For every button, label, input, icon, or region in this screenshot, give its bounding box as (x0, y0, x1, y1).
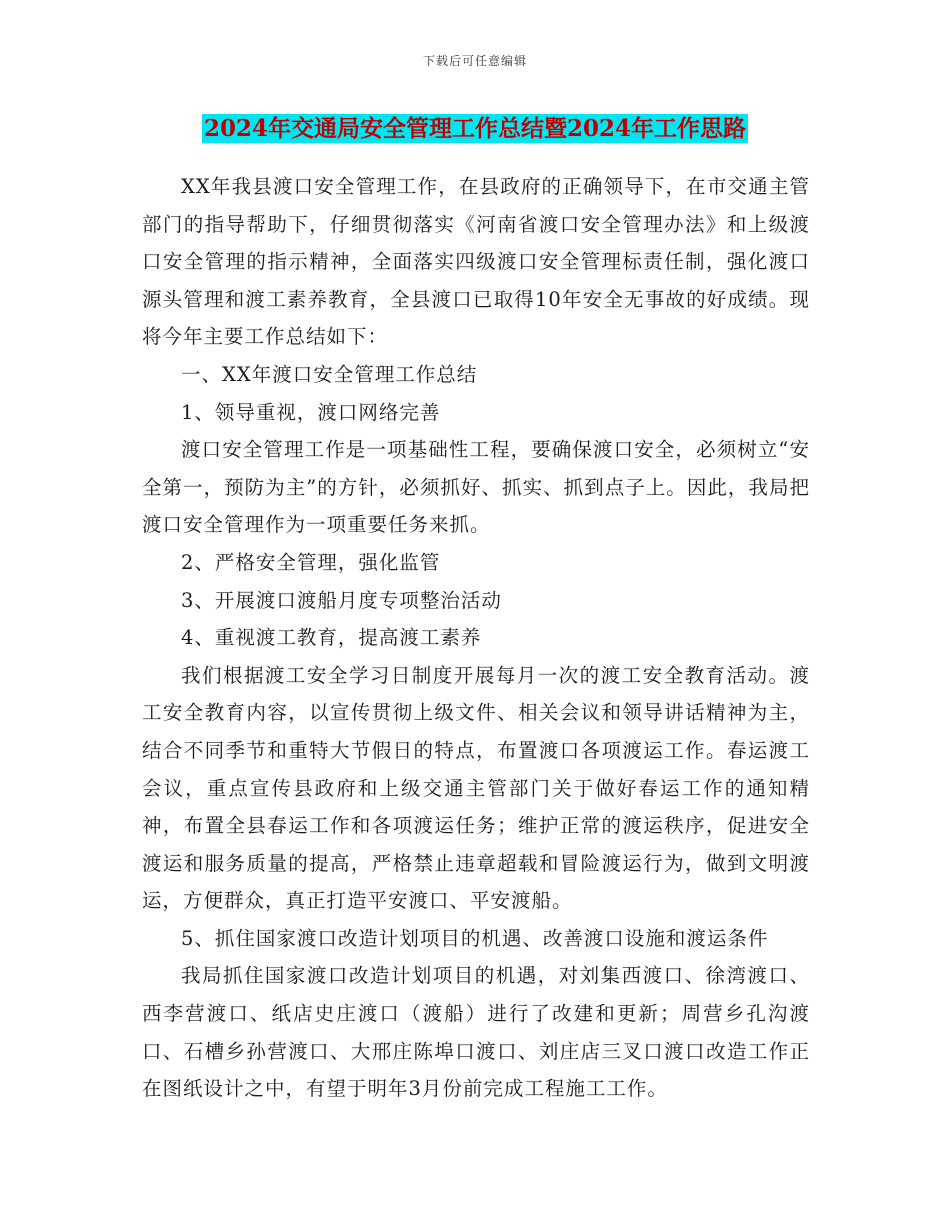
subheading-5: 5、抓住国家渡口改造计划项目的机遇、改善渡口设施和渡运条件 (181, 926, 769, 950)
paragraph-education: 我们根据渡工安全学习日制度开展每月一次的渡工安全教育活动。渡工安全教育内容，以宣传贯彻上级文件、相关会议和领导讲话精神为主，结合不同季节和重特大节假日的特点，布置渡口各项渡运工作。春运渡工会议，重点宣传县政府和上级交通主管部门关于做好春运工作的通知精神，布置全县春运工作和各项渡运任务；维护正常的渡运秩序，促进安全渡运和服务质量的提高，严格禁止违章超载和冒险渡运行为，做到文明渡运，方便群众，真正打造平安渡口、平安渡船。 (142, 663, 810, 913)
document-body (142, 168, 810, 1108)
page-header: 下载后可任意编辑 (422, 54, 527, 68)
subheading-4: 4、重视渡工教育，提高渡工素养 (181, 626, 482, 650)
paragraph-leadership: 渡口安全管理工作是一项基础性工程，要确保渡口安全，必须树立“安全第一，预防为主”的方针，必须抓好、抓实、抓到点子上。因此，我局把渡口安全管理作为一项重要任务来抓。 (142, 438, 810, 537)
document-title (0, 114, 950, 144)
subheading-3: 3、开展渡口渡船月度专项整治活动 (181, 588, 502, 612)
paragraph-intro: XX年我县渡口安全管理工作，在县政府的正确领导下，在市交通主管部门的指导帮助下，仔细贯彻落实《河南省渡口安全管理办法》和上级渡口安全管理的指示精神，全面落实四级渡口安全管理标责任制，强化渡口源头管理和渡工素养教育，全县渡口已取得10年安全无事故的好成绩。现将今年主要工作总结如下： (142, 175, 810, 349)
document-title-text: 2024年交通局安全管理工作总结暨2024年工作思路 (203, 115, 747, 142)
subheading-1: 1、领导重视，渡口网络完善 (181, 400, 441, 424)
section-heading-summary: 一、XX年渡口安全管理工作总结 (181, 362, 478, 386)
paragraph-renovation: 我局抓住国家渡口改造计划项目的机遇，对刘集西渡口、徐湾渡口、西李营渡口、纸店史庄渡口（渡船）进行了改建和更新；周营乡孔沟渡口、石槽乡孙营渡口、大邢庄陈埠口渡口、刘庄店三叉口渡口改造工作正在图纸设计之中，有望于明年3月份前完成工程施工工作。 (142, 964, 810, 1101)
subheading-2: 2、严格安全管理，强化监管 (181, 550, 441, 574)
